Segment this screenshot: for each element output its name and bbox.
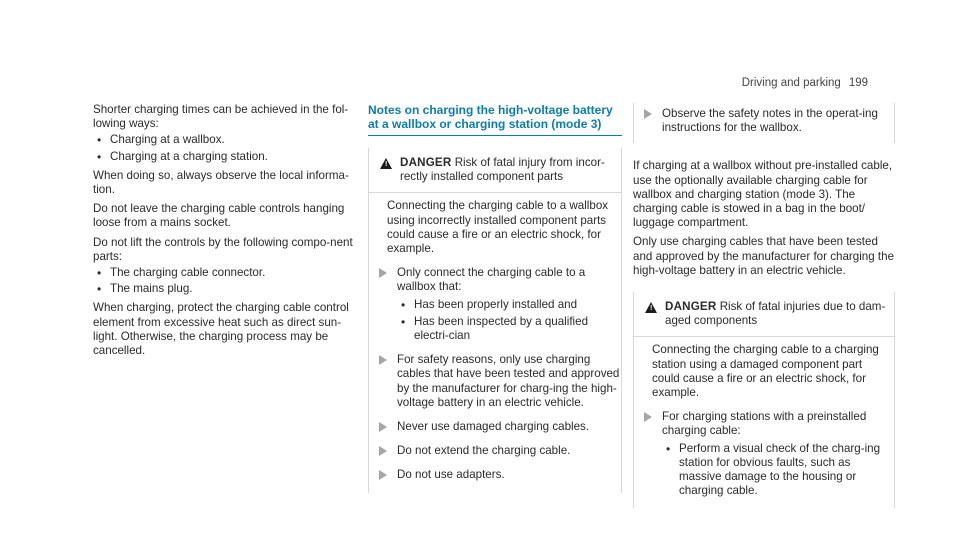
paragraph: Only use charging cables that have been tested and approved by the manufacturer for charging the high-voltage battery in an electric vehicle. [633,235,895,277]
paragraph: When charging, protect the charging cable control element from excessive heat such as direct sun-light. Otherwise, the charging process may be cancelled. [93,301,349,358]
danger-notice-continued [633,103,895,143]
intro-paragraph: Shorter charging times can be achieved in the fol-lowing ways: [93,103,349,131]
page-number: 199 [848,77,868,89]
list-item: • Has been inspected by a qualified electri-cian [397,315,621,343]
step-text: Do not extend the charging cable. [397,444,571,458]
warning-triangle-icon: ! [380,158,392,169]
section-heading: Notes on charging the high-voltage battery at a wallbox or charging station (mode 3) [368,103,622,136]
step-text: Do not use adapters. [397,468,505,482]
list-item: • Perform a visual check of the charg-ing station for obvious faults, such as massive damage to the housing or charging cable. [662,442,894,499]
step-text: Never use damaged charging cables. [397,420,590,434]
step-arrow-icon [644,412,652,422]
paragraph: Do not leave the charging cable controls hanging loose from a mains socket. [93,202,345,230]
danger-title: Risk of fatal injury from incor-rectly installed component parts [400,156,605,184]
paragraph: If charging at a wallbox without pre-installed cable, use the optionally available charging cable for wallbox and charging station (mode 3). The charging cable is stowed in a bag in the boot/ luggage compartment. [633,159,893,230]
danger-label: DANGER [665,300,717,314]
danger-header [634,292,894,337]
list-item: • Charging at a wallbox. [93,133,355,147]
running-head [742,76,868,90]
header-section-title: Driving and parking [741,77,841,89]
step-text: For charging stations with a preinstalled charging cable: [662,410,867,438]
instruction-step [369,353,621,410]
step-arrow-icon [379,268,387,278]
column-left [93,103,355,358]
list-item: • Has been properly installed and [397,298,621,312]
danger-notice [368,148,622,493]
instruction-step [369,444,621,458]
step-text: For safety reasons, only use charging cables that have been tested and approved by the manufacturer for charg-ing the high-voltage battery in an electric vehicle. [397,353,620,409]
danger-header [369,148,621,193]
list-item: • The mains plug. [93,282,355,296]
danger-title: Risk of fatal injuries due to dam-aged components [665,300,886,328]
column-middle [368,103,622,493]
step-arrow-icon [379,470,387,480]
danger-body: Connecting the charging cable to a wallbox using incorrectly installed component parts could cause a fire or an electric shock, for example. [387,199,609,256]
instruction-step [634,107,894,135]
instruction-step [369,266,621,343]
list-item: • Charging at a charging station. [93,150,355,164]
step-text: Only connect the charging cable to a wallbox that: [397,266,586,294]
step-arrow-icon [379,422,387,432]
instruction-step [369,468,621,482]
list-item: • The charging cable connector. [93,266,355,280]
step-arrow-icon [379,355,387,365]
step-arrow-icon [644,109,652,119]
column-right [633,103,895,508]
warning-triangle-icon: ! [645,302,657,313]
paragraph: When doing so, always observe the local informa-tion. [93,168,349,197]
danger-body: Connecting the charging cable to a charging station using a damaged component part could cause a fire or an electric shock, for example. [652,343,879,400]
danger-notice [633,292,895,508]
paragraph: Do not lift the controls by the following compo-nent parts: [93,235,353,263]
step-text: Observe the safety notes in the operat-ing instructions for the wallbox. [662,107,878,135]
instruction-step [369,420,621,434]
danger-label: DANGER [400,156,452,169]
instruction-step [634,410,894,498]
step-arrow-icon [379,446,387,456]
